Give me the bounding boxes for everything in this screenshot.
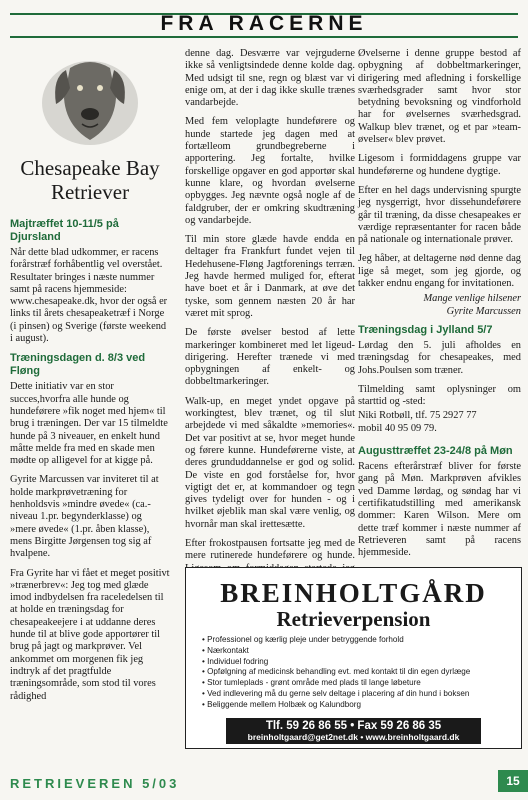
- column-middle: [185, 48, 355, 594]
- paragraph: Racens efterårstræf bliver for første gang på Møn. Markprøven afvikles ved Damme lørdag, og søndag har vi certifikatudstilling med amerikansk dommer: Karen Wilson. Mere om dette træf kommer i næste nummer af Retrieveren samt på racens hjemmeside.: [358, 461, 521, 559]
- breed-title-line2: Retriever: [50, 180, 130, 204]
- signature-greeting: Mange venlige hilsener: [423, 293, 521, 305]
- column-left: [10, 48, 170, 710]
- paragraph: Øvelserne i denne gruppe bestod af opbygning af dobbeltmarkeringer, dirigering med afledning i forskellige sværhedsgrader samt hvor stor betydning bevoksning og vindforhold har for øvelsernes sværhedsgrad. Walkup blev trænet, og et par »team-øvelser« blev prøvet.: [358, 48, 521, 146]
- paragraph: Med fem veloplagte hundeførere og hunde startede jeg dagen med at fortælleom grundbegreberne i apportering. Jeg fortalte, hvilke forskellige opgaver en god apportør skal kunne klare, og hvordan øvelserne opbygges. Jeg nævnte også nogle af de faldgruber, der er omkring skudtræning og vandarbejde.: [185, 116, 355, 226]
- paragraph: Jeg håber, at deltagerne nød denne dag lige så meget, som jeg gjorde, og takker endnu engang for invitationen.: [358, 253, 521, 290]
- advertisement-breinholtgaard: [185, 567, 522, 749]
- paragraph: Efter en hel dags undervisning spurgte jeg nysgerrigt, hvor dissehundeførere går til træning, da disse chesapeakes er værdige repræsentanter for racen både på nationale og internationale prøver.: [358, 184, 521, 246]
- ad-phone-fax: Tlf. 59 26 86 55 • Fax 59 26 86 35: [265, 720, 442, 732]
- paragraph: Dette initiativ var en stor succes,hvorfra alle hunde og hundeførere »fik noget med hjem« til brug i træningen. Der var 15 tilmeldte hunde på 3 niveauer, en enkelt hund måtte melde fra med en skade men mødte op alligevel for at kigge på.: [10, 381, 168, 467]
- breed-title-line1: Chesapeake Bay: [20, 156, 160, 180]
- header-rule-bottom: [10, 36, 518, 38]
- page-number: 15: [498, 770, 528, 792]
- paragraph: Ligesom i formiddagens gruppe var hundeførerne og hundene dygtige.: [358, 153, 521, 177]
- column-right: [358, 48, 521, 566]
- paragraph: Efter frokostpausen fortsatte jeg med de mere rutinerede hundeførere og hunde.: [185, 537, 355, 562]
- paragraph: Fra Gyrite har vi fået et meget positivt »trænerbrev«: Jeg tog med glæde imod indbydelsen fra raceledelsen til at holde en træningsdag for chesapeakeejere i at uddanne deres hunde til at blive gode apportører til brug på jagt og markprøver. Vel ankommet om morgenen fik jeg indtryk af det pragtfulde træningsområde, som stod til vores rådighed: [10, 567, 170, 702]
- ad-contact-bar: [226, 718, 481, 744]
- list-item: • Nærkontakt: [202, 646, 521, 657]
- list-item: • Opfølgning af medicinsk behandling evt. med kontakt til din egen dyrlæge: [202, 667, 521, 678]
- list-item: • Professionel og kærlig pleje under betryggende forhold: [202, 635, 521, 646]
- paragraph: De første øvelser bestod af lette markeringer kombineret med let ligeud-dirigering. Herefter trænede vi med opbygningen af enkelt- og dobbeltmarkeringer.: [185, 327, 355, 388]
- heading-traeningsdagen: Træningsdagen d. 8/3 ved Fløng: [10, 352, 146, 378]
- ad-email-web: breinholtgaard@get2net.dk • www.breinholtgaard.dk: [247, 732, 460, 742]
- paragraph: Lørdag den 5. juli afholdes en træningsdag for chesapeakes, med Johs.Poulsen som træner.: [358, 339, 521, 376]
- heading-majtraeffet: Majtræffet 10-11/5 på Djursland: [10, 218, 119, 243]
- breed-title: [10, 156, 170, 204]
- list-item: • Individuel fodring: [202, 657, 521, 668]
- signature-name: Gyrite Marcussen: [446, 305, 521, 317]
- ad-brand-name: BREINHOLTGÅRD: [220, 578, 487, 608]
- magazine-footer: RETRIEVEREN 5/03: [10, 776, 180, 791]
- list-item: • Stor tumleplads - grønt område med plads til lange løbeture: [202, 678, 521, 689]
- dog-photo: [30, 48, 150, 148]
- ad-feature-list: [202, 635, 521, 711]
- paragraph: Gyrite Marcussen var inviteret til at holde markprøvetræning for henholdsvis »mindre øvede« (ca.-niveau 1.pr. begynderklasse) og »mere øvede« (1.pr. åben klasse), mens Birgitte Jørgensen tog sig af hvalpene.: [10, 474, 159, 560]
- list-item: • Ved indlevering må du gerne selv deltage i placering af din hund i boksen: [202, 689, 521, 700]
- contact-line: mobil 40 95 09 79.: [358, 422, 437, 434]
- paragraph: Walk-up, en meget yndet opgave på workingtest, blev trænet, og til slut arbejdede vi med såkaldte »memories«. Det var positivt at se, hvor meget hunde og førere kunne. Hundeførerne viste, at deres grunduddannelse er god og solid. De viste en god forståelse for, hvor vigtigt det er, at kommandoer og tegn gives tydeligt over for hunden - og i hvilket øjeblik man skal være venlig, og hvornår man skal irettesætte.: [185, 395, 355, 530]
- paragraph: Tilmelding samt oplysninger om starttid og -sted:: [358, 383, 521, 408]
- list-item: • Beliggende mellem Holbæk og Kalundborg: [202, 700, 521, 711]
- paragraph: Til min store glæde havde endda en deltager fra Frankfurt fundet vejen til Hedehusene-Fløng Jagtforenings terræn. Jeg havde hermed muliged for, efterat have boet et år i Danmark, at øve det tyske, som gennem næsten 20 år har været mit sprog.: [185, 234, 355, 319]
- section-title: FRA RACERNE: [160, 12, 368, 35]
- heading-jylland: Træningsdag i Jylland 5/7: [358, 323, 493, 336]
- ad-subtitle: Retrieverpension: [276, 607, 431, 631]
- paragraph: denne dag. Desværre var vejrguderne ikke så venligtsindede denne kolde dag. Med udsigt til sne, regn og blæst var vi enige om, at der i dag ikke skulle trænes vandarbejde.: [185, 48, 355, 109]
- paragraph: Når dette blad udkommer, er racens forårstræf forhåbentlig vel overstået. Resultater bringes i næste nummer samt på racens hjemmeside: www.chesapeake.dk, hvor der også er links til årets chesapeaketræf i Norge (i pinsen) og Sverige (første weekend i august).: [10, 247, 168, 345]
- contact-line: Niki Rotbøll, tlf. 75 2927 77: [358, 410, 477, 422]
- section-header: [0, 6, 528, 40]
- heading-augusttraeffet: Augusttræffet 23-24/8 på Møn: [358, 445, 513, 458]
